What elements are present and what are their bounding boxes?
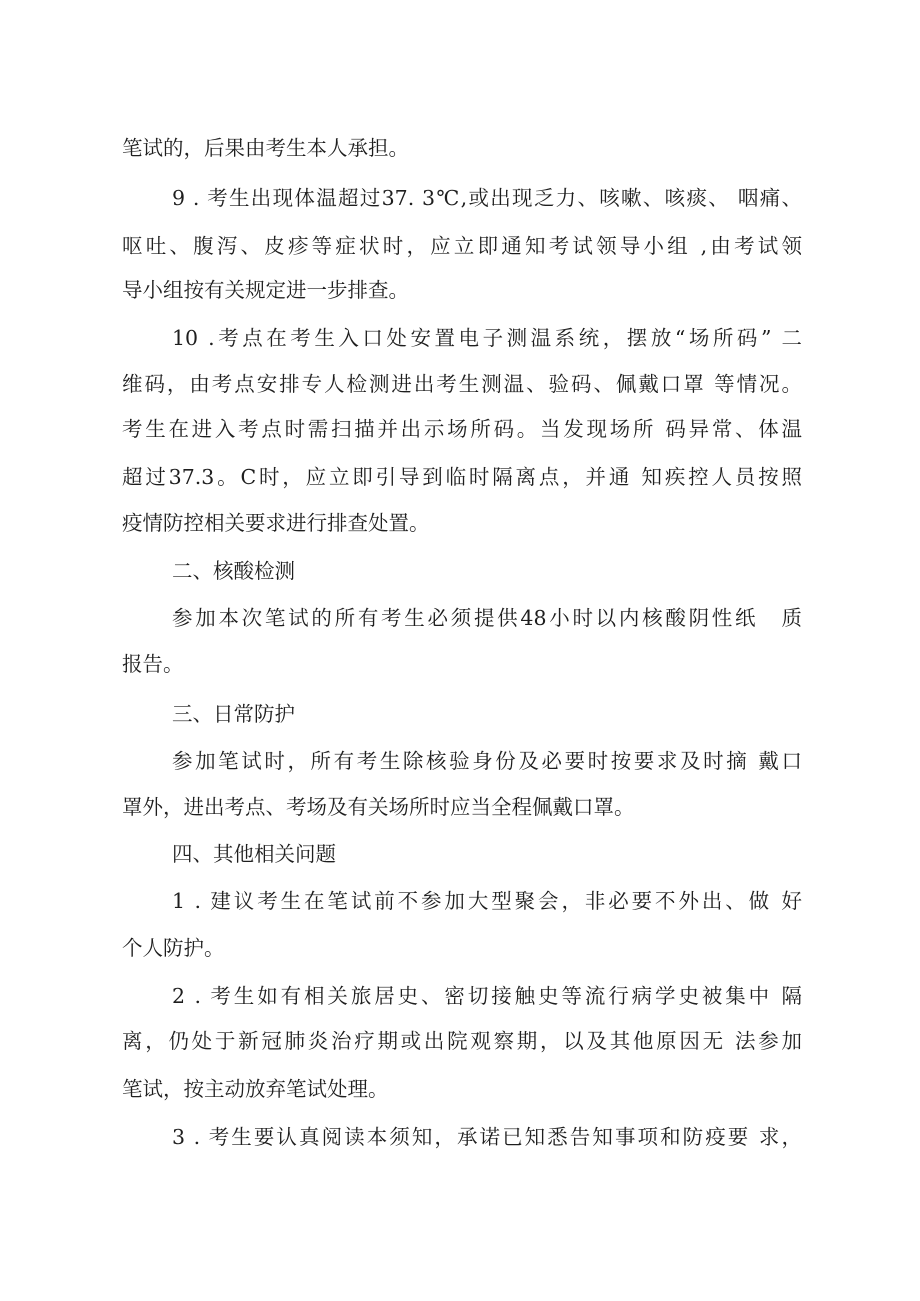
text-line: 呕吐、腹泻、皮疹等症状时，应立即通知考试领导小组 ,由考试领: [122, 234, 802, 258]
text-line: 10 .考点在考生入口处安置电子测温系统，摆放“场所码” 二: [172, 326, 802, 350]
text-line: 考生在进入考点时需扫描并出示场所码。当发现场所 码异常、体温: [122, 417, 802, 441]
text-line: 9 . 考生出现体温超过37. 3℃,或出现乏力、咳嗽、咳痰、 咽痛、: [172, 186, 802, 210]
text-line: 笔试的，后果由考生本人承担。: [122, 136, 409, 160]
text-line: 个人防护。: [122, 936, 225, 960]
section-heading: 三、日常防护: [172, 702, 295, 726]
text-line: 3 . 考生要认真阅读本须知，承诺已知悉告知事项和防疫要 求，: [172, 1125, 802, 1149]
text-line: 超过37.3。C时，应立即引导到临时隔离点，并通 知疾控人员按照: [122, 465, 802, 489]
text-line: 罩外，进出考点、考场及有关场所时应当全程佩戴口罩。: [122, 795, 635, 819]
text-line: 1 . 建议考生在笔试前不参加大型聚会，非必要不外出、做 好: [172, 889, 802, 913]
text-line: 笔试，按主动放弃笔试处理。: [122, 1077, 389, 1101]
text-line: 离，仍处于新冠肺炎治疗期或出院观察期，以及其他原因无 法参加: [122, 1029, 802, 1053]
text-line: 2 . 考生如有相关旅居史、密切接触史等流行病学史被集中 隔: [172, 984, 802, 1008]
text-line: 参加笔试时，所有考生除核验身份及必要时按要求及时摘 戴口: [172, 749, 802, 773]
text-line: 维码，由考点安排专人检测进出考生测温、验码、佩戴口罩 等情况。: [122, 372, 802, 396]
text-line: 参加本次笔试的所有考生必须提供48小时以内核酸阴性纸 质: [172, 606, 802, 630]
text-line: 报告。: [122, 652, 184, 676]
section-heading: 二、核酸检测: [172, 559, 295, 583]
text-line: 疫情防控相关要求进行排查处置。: [122, 511, 430, 535]
section-heading: 四、其他相关问题: [172, 842, 336, 866]
text-line: 导小组按有关规定进一步排查。: [122, 278, 409, 302]
